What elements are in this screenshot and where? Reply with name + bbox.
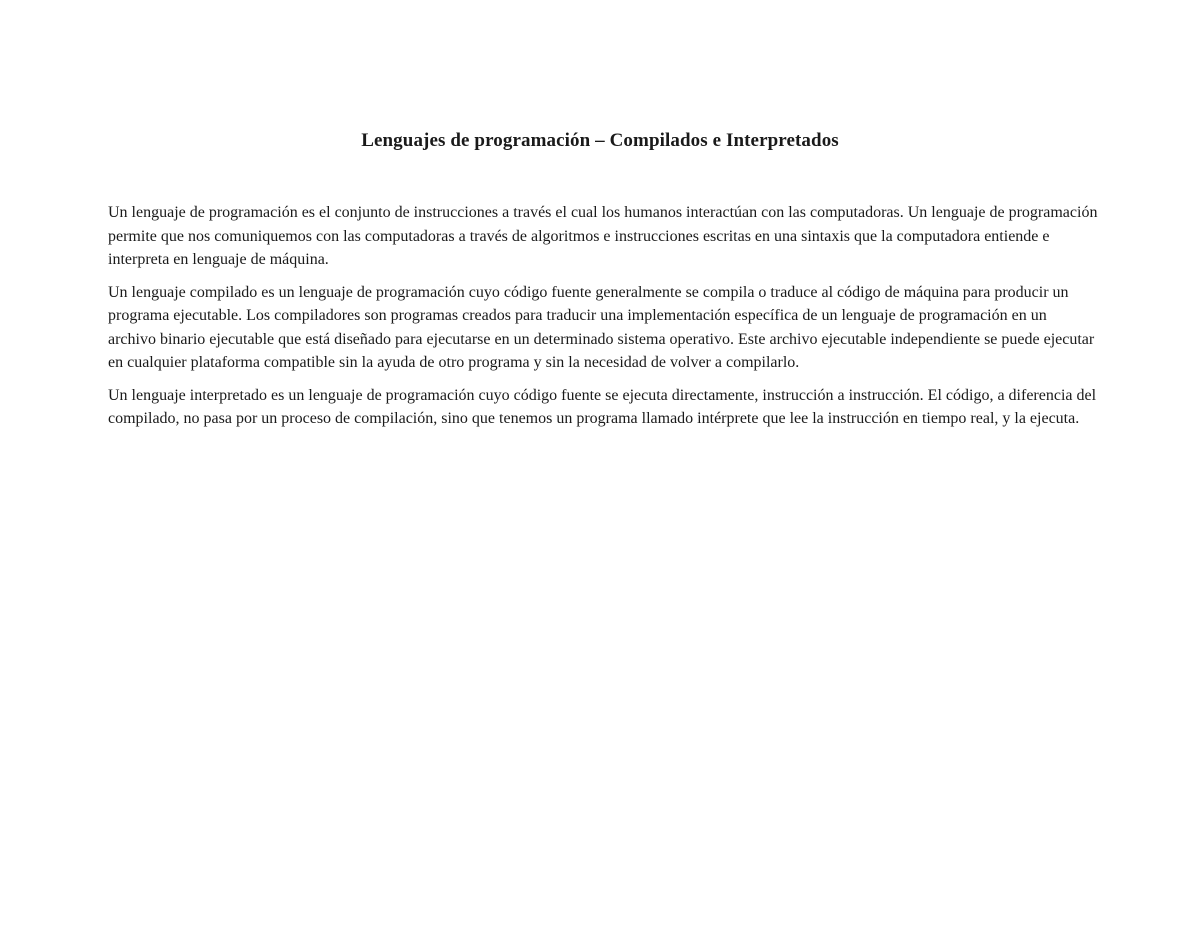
- document-body: [108, 201, 1098, 440]
- document-title: Lenguajes de programación – Compilados e Interpretados: [361, 130, 839, 151]
- paragraph-compiled-language: Un lenguaje compilado es un lenguaje de programación cuyo código fuente generalmente se compila o traduce al código de máquina para producir un programa ejecutable. Los compiladores son programas creados para traducir una implementación específica de un lenguaje de programación en un archivo binario ejecutable que está diseñado para ejecutarse en un determinado sistema operativo. Este archivo ejecutable independiente se puede ejecutar en cualquier plataforma compatible sin la ayuda de otro programa y sin la necesidad de volver a compilarlo.: [108, 283, 1095, 371]
- paragraph-interpreted-language: Un lenguaje interpretado es un lenguaje de programación cuyo código fuente se ejecuta directamente, instrucción a instrucción. El código, a diferencia del compilado, no pasa por un proceso de compilación, sino que tenemos un programa llamado intérprete que lee la instrucción en tiempo real, y la ejecuta.: [108, 386, 1097, 427]
- paragraph-definition: Un lenguaje de programación es el conjunto de instrucciones a través el cual los humanos interactúan con las computadoras. Un lenguaje de programación permite que nos comuniquemos con las computadoras a través de algoritmos e instrucciones escritas en una sintaxis que la computadora entiende e interpreta en lenguaje de máquina.: [108, 204, 1098, 268]
